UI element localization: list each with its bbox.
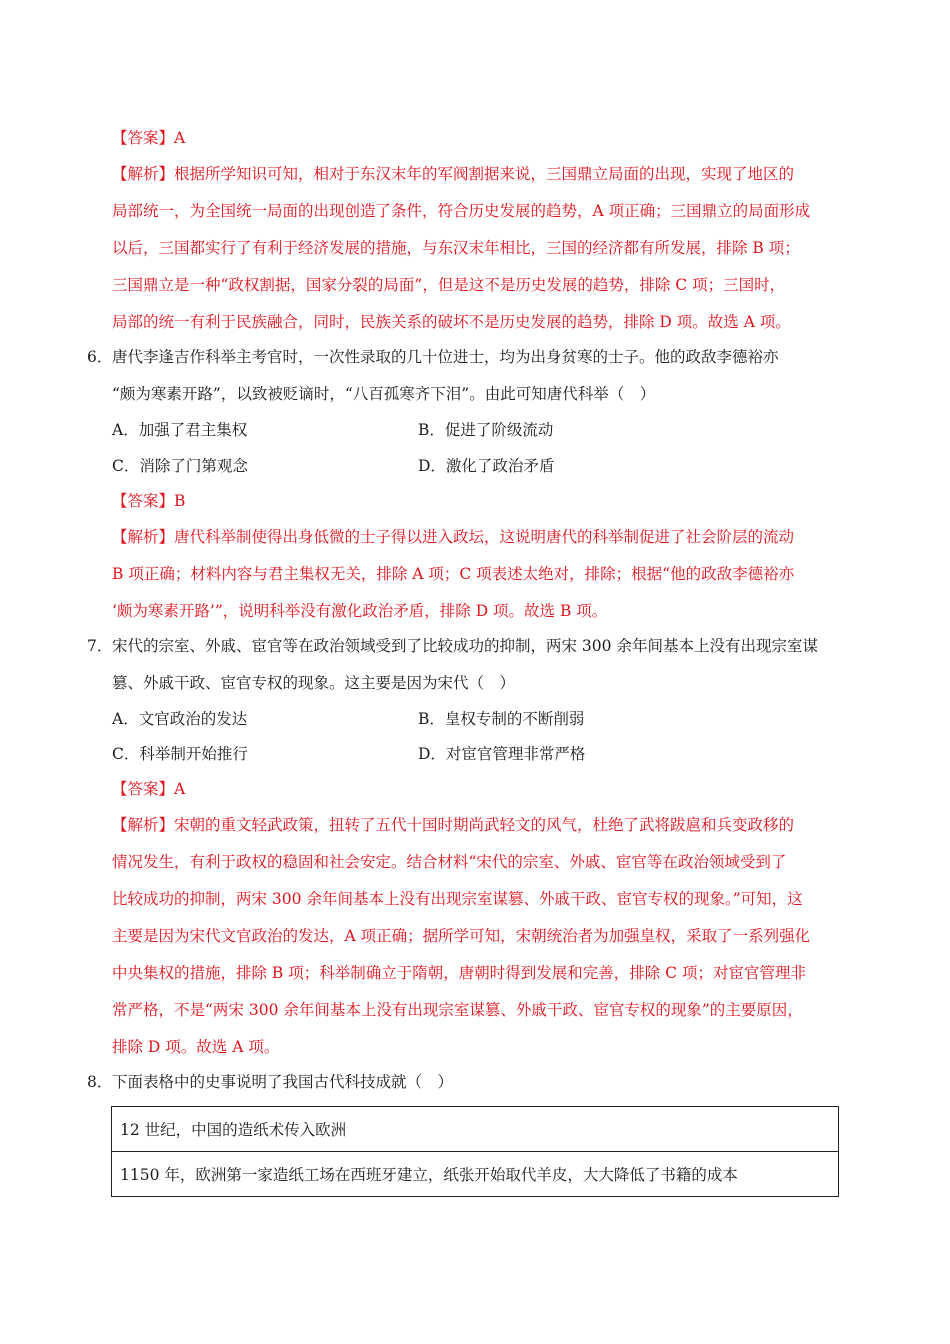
q6-option-b: B．促进了阶级流动 bbox=[418, 421, 554, 439]
q7-analysis-line: 排除 D 项。故选 A 项。 bbox=[112, 1038, 280, 1056]
q7-stem-line: 宋代的宗室、外戚、宦官等在政治领域受到了比较成功的抑制，两宋 300 余年间基本上没有出现宗室谋 bbox=[112, 637, 818, 655]
q6-analysis-line: ‘颇为寒素开路’”，说明科举没有激化政治矛盾，排除 D 项。故选 B 项。 bbox=[112, 602, 608, 620]
q5-analysis-line: 局部统一，为全国统一局面的出现创造了条件，符合历史发展的趋势，A 项正确；三国鼎立的局面形成 bbox=[112, 202, 811, 220]
q7-analysis-line: 情况发生，有利于政权的稳固和社会安定。结合材料“宋代的宗室、外戚、宦官等在政治领域受到了 bbox=[112, 853, 787, 871]
q5-answer: 【答案】A bbox=[112, 129, 186, 147]
q7-analysis-line: 【解析】宋朝的重文轻武政策，扭转了五代十国时期尚武轻文的风气，杜绝了武将跋扈和兵变政移的 bbox=[112, 816, 795, 834]
q7-analysis-line: 常严格，不是“两宋 300 余年间基本上没有出现宗室谋篡、外戚干政、宦官专权的现象”的主要原因， bbox=[112, 1001, 803, 1019]
table-row bbox=[112, 1107, 839, 1152]
q6-option-c: C．消除了门第观念 bbox=[112, 457, 248, 475]
q7-number: 7． bbox=[87, 637, 113, 655]
q5-analysis-line: 局部的统一有利于民族融合，同时，民族关系的破坏不是历史发展的趋势，排除 D 项。故选 A 项。 bbox=[112, 313, 791, 331]
history-facts-table bbox=[111, 1106, 839, 1197]
q7-option-c: C．科举制开始推行 bbox=[112, 745, 248, 763]
q5-analysis-line: 三国鼎立是一种“政权割据，国家分裂的局面”，但是这不是历史发展的趋势，排除 C 项；三国时， bbox=[112, 276, 786, 294]
q5-analysis-line: 【解析】根据所学知识可知，相对于东汉末年的军阀割据来说，三国鼎立局面的出现，实现了地区的 bbox=[112, 165, 795, 183]
q6-analysis-line: B 项正确；材料内容与君主集权无关，排除 A 项；C 项表述太绝对，排除；根据“他的政敌李德裕亦 bbox=[112, 565, 795, 583]
q7-analysis-line: 比较成功的抑制，两宋 300 余年间基本上没有出现宗室谋篡、外戚干政、宦官专权的现象。”可知，这 bbox=[112, 890, 803, 908]
q7-analysis-line: 中央集权的措施，排除 B 项；科举制确立于隋朝，唐朝时得到发展和完善，排除 C 项；对宦官管理非 bbox=[112, 964, 806, 982]
q6-option-a: A．加强了君主集权 bbox=[112, 421, 248, 439]
q6-stem-line: “颇为寒素开路”，以致被贬谪时，“八百孤寒齐下泪”。由此可知唐代科举（ ） bbox=[112, 385, 656, 403]
q5-analysis-line: 以后，三国都实行了有利于经济发展的措施，与东汉末年相比，三国的经济都有所发展，排除 B 项； bbox=[112, 239, 800, 257]
q6-answer: 【答案】B bbox=[112, 492, 186, 510]
q6-option-d: D．激化了政治矛盾 bbox=[418, 457, 555, 475]
q8-number: 8． bbox=[87, 1073, 113, 1091]
q6-analysis-line: 【解析】唐代科举制使得出身低微的士子得以进入政坛，这说明唐代的科举制促进了社会阶层的流动 bbox=[112, 528, 795, 546]
q6-number: 6． bbox=[87, 348, 113, 366]
q7-answer: 【答案】A bbox=[112, 780, 186, 798]
q7-analysis-line: 主要是因为宋代文官政治的发达，A 项正确；据所学可知，宋朝统治者为加强皇权，采取了一系列强化 bbox=[112, 927, 811, 945]
table-cell: 12 世纪，中国的造纸术传入欧洲 bbox=[112, 1107, 839, 1152]
table-cell: 1150 年，欧洲第一家造纸工场在西班牙建立，纸张开始取代羊皮，大大降低了书籍的成本 bbox=[112, 1152, 839, 1197]
table-row bbox=[112, 1152, 839, 1197]
q7-option-d: D．对宦官管理非常严格 bbox=[418, 745, 586, 763]
q8-stem: 下面表格中的史事说明了我国古代科技成就（ ） bbox=[112, 1073, 454, 1091]
q7-option-b: B．皇权专制的不断削弱 bbox=[418, 710, 585, 728]
q6-stem-line: 唐代李逢吉作科举主考官时，一次性录取的几十位进士，均为出身贫寒的士子。他的政敌李德裕亦 bbox=[112, 348, 779, 366]
q7-option-a: A．文官政治的发达 bbox=[112, 710, 248, 728]
q7-stem-line: 篡、外戚干政、宦官专权的现象。这主要是因为宋代（ ） bbox=[112, 674, 516, 692]
